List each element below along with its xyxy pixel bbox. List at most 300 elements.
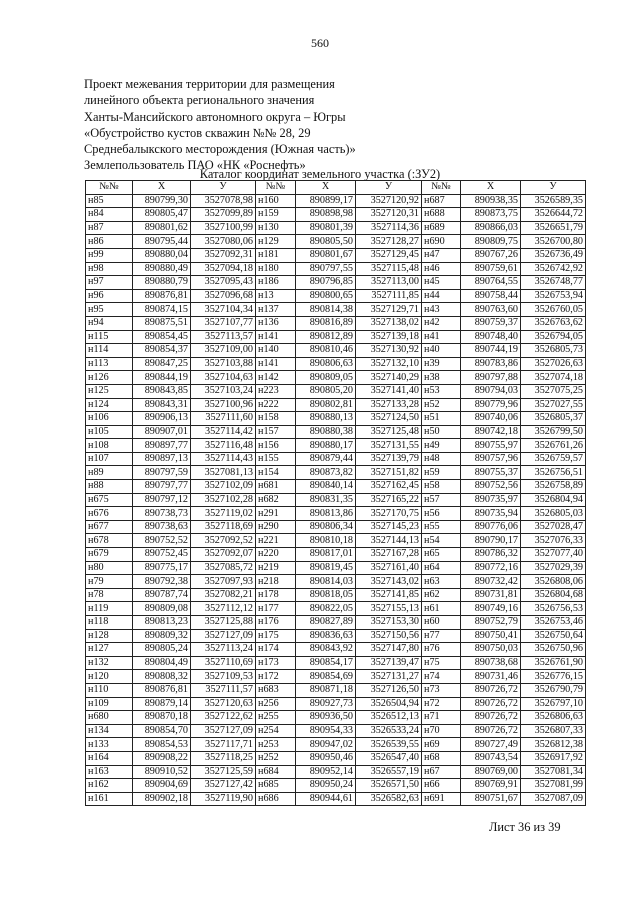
x-coordinate-cell: 890902,18 [133,792,191,806]
y-coordinate-cell: 3526533,24 [356,724,422,738]
y-coordinate-cell: 3526761,26 [521,439,586,453]
x-coordinate-cell: 890769,91 [461,779,521,793]
table-row [86,316,586,330]
table-row [86,371,586,385]
y-coordinate-cell: 3527082,21 [191,588,256,602]
point-id-cell: н89 [86,466,133,480]
x-coordinate-cell: 890879,44 [296,452,356,466]
table-row [86,262,586,276]
point-id-cell: н690 [422,235,461,249]
y-coordinate-cell: 3527141,40 [356,384,422,398]
point-id-cell: н681 [256,480,296,494]
x-coordinate-cell: 890897,77 [133,439,191,453]
y-coordinate-cell: 3527120,63 [191,697,256,711]
x-coordinate-cell: 890866,03 [461,221,521,235]
table-row [86,697,586,711]
y-coordinate-cell: 3526799,50 [521,425,586,439]
y-coordinate-cell: 3526806,63 [521,711,586,725]
point-id-cell: н43 [422,303,461,317]
x-coordinate-cell: 890819,45 [296,561,356,575]
x-coordinate-cell: 890797,59 [133,466,191,480]
point-id-cell: н159 [256,208,296,222]
point-id-cell: н85 [86,194,133,208]
x-coordinate-cell: 890759,61 [461,262,521,276]
point-id-cell: н45 [422,276,461,290]
y-coordinate-cell: 3527162,45 [356,480,422,494]
point-id-cell: н69 [422,738,461,752]
y-coordinate-cell: 3526753,94 [521,289,586,303]
x-coordinate-cell: 890854,37 [133,344,191,358]
y-coordinate-cell: 3527085,72 [191,561,256,575]
point-id-cell: н49 [422,439,461,453]
y-coordinate-cell: 3527133,28 [356,398,422,412]
point-id-cell: н125 [86,384,133,398]
point-id-cell: н39 [422,357,461,371]
point-id-cell: н133 [86,738,133,752]
x-coordinate-cell: 890802,81 [296,398,356,412]
y-coordinate-cell: 3526759,57 [521,452,586,466]
x-coordinate-cell: 890735,97 [461,493,521,507]
point-id-cell: н48 [422,452,461,466]
y-coordinate-cell: 3527100,96 [191,398,256,412]
point-id-cell: н71 [422,711,461,725]
table-row [86,683,586,697]
point-id-cell: н57 [422,493,461,507]
column-header: У [356,181,422,195]
y-coordinate-cell: 3527120,92 [356,194,422,208]
x-coordinate-cell: 890795,44 [133,235,191,249]
table-row [86,548,586,562]
table-row [86,602,586,616]
x-coordinate-cell: 890844,19 [133,371,191,385]
x-coordinate-cell: 890810,46 [296,344,356,358]
y-coordinate-cell: 3527139,18 [356,330,422,344]
point-id-cell: н114 [86,344,133,358]
y-coordinate-cell: 3527029,39 [521,561,586,575]
point-id-cell: н180 [256,262,296,276]
x-coordinate-cell: 890910,52 [133,765,191,779]
x-coordinate-cell: 890879,14 [133,697,191,711]
point-id-cell: н86 [86,235,133,249]
table-row [86,208,586,222]
y-coordinate-cell: 3527119,02 [191,507,256,521]
y-coordinate-cell: 3527087,09 [521,792,586,806]
x-coordinate-cell: 890794,03 [461,384,521,398]
x-coordinate-cell: 890742,18 [461,425,521,439]
y-coordinate-cell: 3527092,52 [191,534,256,548]
y-coordinate-cell: 3526808,06 [521,575,586,589]
x-coordinate-cell: 890801,39 [296,221,356,235]
table-row [86,520,586,534]
y-coordinate-cell: 3527092,07 [191,548,256,562]
point-id-cell: н175 [256,629,296,643]
point-id-cell: н155 [256,452,296,466]
y-coordinate-cell: 3526917,92 [521,751,586,765]
x-coordinate-cell: 890764,55 [461,276,521,290]
y-coordinate-cell: 3527103,24 [191,384,256,398]
y-coordinate-cell: 3526761,90 [521,656,586,670]
x-coordinate-cell: 890813,23 [133,616,191,630]
y-coordinate-cell: 3527096,68 [191,289,256,303]
y-coordinate-cell: 3527081,99 [521,779,586,793]
point-id-cell: н220 [256,548,296,562]
point-id-cell: н254 [256,724,296,738]
x-coordinate-cell: 890797,88 [461,371,521,385]
point-id-cell: н162 [86,779,133,793]
point-id-cell: н75 [422,656,461,670]
point-id-cell: н675 [86,493,133,507]
y-coordinate-cell: 3527100,99 [191,221,256,235]
point-id-cell: н126 [86,371,133,385]
table-row [86,398,586,412]
y-coordinate-cell: 3527102,09 [191,480,256,494]
point-id-cell: н120 [86,670,133,684]
point-id-cell: н689 [422,221,461,235]
x-coordinate-cell: 890797,77 [133,480,191,494]
point-id-cell: н682 [256,493,296,507]
x-coordinate-cell: 890743,54 [461,751,521,765]
y-coordinate-cell: 3526644,72 [521,208,586,222]
table-row [86,303,586,317]
point-id-cell: н78 [86,588,133,602]
y-coordinate-cell: 3527145,23 [356,520,422,534]
table-row [86,738,586,752]
x-coordinate-cell: 890808,32 [133,670,191,684]
x-coordinate-cell: 890854,69 [296,670,356,684]
y-coordinate-cell: 3527099,89 [191,208,256,222]
point-id-cell: н73 [422,683,461,697]
x-coordinate-cell: 890880,79 [133,276,191,290]
point-id-cell: н253 [256,738,296,752]
point-id-cell: н113 [86,357,133,371]
y-coordinate-cell: 3526760,05 [521,303,586,317]
point-id-cell: н62 [422,588,461,602]
x-coordinate-cell: 890810,18 [296,534,356,548]
x-coordinate-cell: 890726,72 [461,724,521,738]
point-id-cell: н58 [422,480,461,494]
y-coordinate-cell: 3527114,36 [356,221,422,235]
x-coordinate-cell: 890827,89 [296,616,356,630]
column-header: X [133,181,191,195]
x-coordinate-cell: 890796,85 [296,276,356,290]
x-coordinate-cell: 890950,46 [296,751,356,765]
point-id-cell: н124 [86,398,133,412]
point-id-cell: н218 [256,575,296,589]
y-coordinate-cell: 3526651,79 [521,221,586,235]
y-coordinate-cell: 3526794,05 [521,330,586,344]
table-row [86,384,586,398]
point-id-cell: н134 [86,724,133,738]
x-coordinate-cell: 890950,24 [296,779,356,793]
y-coordinate-cell: 3527125,59 [191,765,256,779]
point-id-cell: н141 [256,330,296,344]
point-id-cell: н80 [86,561,133,575]
x-coordinate-cell: 890854,70 [133,724,191,738]
point-id-cell: н105 [86,425,133,439]
column-header: X [461,181,521,195]
y-coordinate-cell: 3527113,00 [356,276,422,290]
x-coordinate-cell: 890800,65 [296,289,356,303]
x-coordinate-cell: 890880,38 [296,425,356,439]
y-coordinate-cell: 3527147,80 [356,643,422,657]
y-coordinate-cell: 3527114,43 [191,452,256,466]
y-coordinate-cell: 3527115,48 [356,262,422,276]
x-coordinate-cell: 890744,19 [461,344,521,358]
x-coordinate-cell: 890836,63 [296,629,356,643]
y-coordinate-cell: 3527078,98 [191,194,256,208]
table-row [86,466,586,480]
x-coordinate-cell: 890776,06 [461,520,521,534]
header-line: Среднебалыкского месторождения (Южная часть)» [84,142,356,157]
point-id-cell: н51 [422,412,461,426]
point-id-cell: н186 [256,276,296,290]
point-id-cell: н141 [256,357,296,371]
table-row [86,248,586,262]
x-coordinate-cell: 890804,49 [133,656,191,670]
y-coordinate-cell: 3527127,42 [191,779,256,793]
x-coordinate-cell: 890843,85 [133,384,191,398]
y-coordinate-cell: 3526763,62 [521,316,586,330]
y-coordinate-cell: 3526748,77 [521,276,586,290]
point-id-cell: н219 [256,561,296,575]
x-coordinate-cell: 890731,81 [461,588,521,602]
point-id-cell: н158 [256,412,296,426]
y-coordinate-cell: 3527026,63 [521,357,586,371]
point-id-cell: н109 [86,697,133,711]
x-coordinate-cell: 890801,67 [296,248,356,262]
x-coordinate-cell: 890755,97 [461,439,521,453]
point-id-cell: н66 [422,779,461,793]
x-coordinate-cell: 890783,86 [461,357,521,371]
page-number: 560 [311,36,329,50]
y-coordinate-cell: 3527110,69 [191,656,256,670]
point-id-cell: н64 [422,561,461,575]
point-id-cell: н99 [86,248,133,262]
table-row [86,534,586,548]
x-coordinate-cell: 890840,14 [296,480,356,494]
y-coordinate-cell: 3526742,92 [521,262,586,276]
y-coordinate-cell: 3527125,48 [356,425,422,439]
point-id-cell: н177 [256,602,296,616]
point-id-cell: н163 [86,765,133,779]
point-id-cell: н680 [86,711,133,725]
y-coordinate-cell: 3526807,33 [521,724,586,738]
y-coordinate-cell: 3527120,31 [356,208,422,222]
table-row [86,575,586,589]
point-id-cell: н13 [256,289,296,303]
x-coordinate-cell: 890726,72 [461,683,521,697]
point-id-cell: н63 [422,575,461,589]
x-coordinate-cell: 890750,41 [461,629,521,643]
point-id-cell: н128 [86,629,133,643]
y-coordinate-cell: 3527114,42 [191,425,256,439]
x-coordinate-cell: 890755,37 [461,466,521,480]
point-id-cell: н110 [86,683,133,697]
y-coordinate-cell: 3527130,92 [356,344,422,358]
x-coordinate-cell: 890749,16 [461,602,521,616]
x-coordinate-cell: 890952,14 [296,765,356,779]
x-coordinate-cell: 890817,01 [296,548,356,562]
table-row [86,493,586,507]
point-id-cell: н67 [422,765,461,779]
x-coordinate-cell: 890875,51 [133,316,191,330]
table-row [86,276,586,290]
x-coordinate-cell: 890799,30 [133,194,191,208]
table-row [86,452,586,466]
point-id-cell: н176 [256,616,296,630]
y-coordinate-cell: 3527155,13 [356,602,422,616]
table-row [86,588,586,602]
y-coordinate-cell: 3527150,56 [356,629,422,643]
point-id-cell: н41 [422,330,461,344]
x-coordinate-cell: 890757,96 [461,452,521,466]
point-id-cell: н290 [256,520,296,534]
x-coordinate-cell: 890822,05 [296,602,356,616]
point-id-cell: н136 [256,316,296,330]
column-header: №№ [86,181,133,195]
y-coordinate-cell: 3526812,38 [521,738,586,752]
x-coordinate-cell: 890876,81 [133,289,191,303]
point-id-cell: н56 [422,507,461,521]
y-coordinate-cell: 3526539,55 [356,738,422,752]
point-id-cell: н46 [422,262,461,276]
x-coordinate-cell: 890758,44 [461,289,521,303]
point-id-cell: н61 [422,602,461,616]
y-coordinate-cell: 3527141,85 [356,588,422,602]
y-coordinate-cell: 3527080,06 [191,235,256,249]
table-row [86,711,586,725]
y-coordinate-cell: 3527094,18 [191,262,256,276]
header-line: Проект межевания территории для размещения [84,77,335,91]
x-coordinate-cell: 890906,13 [133,412,191,426]
x-coordinate-cell: 890908,22 [133,751,191,765]
y-coordinate-cell: 3527104,34 [191,303,256,317]
table-row [86,765,586,779]
point-id-cell: н142 [256,371,296,385]
x-coordinate-cell: 890775,17 [133,561,191,575]
x-coordinate-cell: 890873,75 [461,208,521,222]
point-id-cell: н95 [86,303,133,317]
x-coordinate-cell: 890847,25 [133,357,191,371]
x-coordinate-cell: 890814,03 [296,575,356,589]
y-coordinate-cell: 3527153,30 [356,616,422,630]
point-id-cell: н88 [86,480,133,494]
y-coordinate-cell: 3527074,18 [521,371,586,385]
y-coordinate-cell: 3527076,33 [521,534,586,548]
point-id-cell: н76 [422,643,461,657]
x-coordinate-cell: 890738,63 [133,520,191,534]
table-row [86,656,586,670]
y-coordinate-cell: 3527116,48 [191,439,256,453]
x-coordinate-cell: 890763,60 [461,303,521,317]
x-coordinate-cell: 890944,61 [296,792,356,806]
column-header: X [296,181,356,195]
table-row [86,643,586,657]
y-coordinate-cell: 3527132,10 [356,357,422,371]
x-coordinate-cell: 890936,50 [296,711,356,725]
y-coordinate-cell: 3526750,96 [521,643,586,657]
y-coordinate-cell: 3527118,69 [191,520,256,534]
point-id-cell: н52 [422,398,461,412]
x-coordinate-cell: 890752,45 [133,548,191,562]
x-coordinate-cell: 890947,02 [296,738,356,752]
y-coordinate-cell: 3526756,53 [521,602,586,616]
y-coordinate-cell: 3527027,55 [521,398,586,412]
point-id-cell: н70 [422,724,461,738]
point-id-cell: н53 [422,384,461,398]
column-header: №№ [422,181,461,195]
y-coordinate-cell: 3527122,62 [191,711,256,725]
point-id-cell: н96 [86,289,133,303]
table-row [86,194,586,208]
point-id-cell: н686 [256,792,296,806]
y-coordinate-cell: 3527126,50 [356,683,422,697]
x-coordinate-cell: 890818,05 [296,588,356,602]
point-id-cell: н130 [256,221,296,235]
point-id-cell: н115 [86,330,133,344]
y-coordinate-cell: 3527129,71 [356,303,422,317]
table-row [86,792,586,806]
x-coordinate-cell: 890769,00 [461,765,521,779]
table-row [86,344,586,358]
x-coordinate-cell: 890805,20 [296,384,356,398]
x-coordinate-cell: 890854,45 [133,330,191,344]
y-coordinate-cell: 3527112,12 [191,602,256,616]
y-coordinate-cell: 3527161,40 [356,561,422,575]
x-coordinate-cell: 890876,81 [133,683,191,697]
point-id-cell: н222 [256,398,296,412]
y-coordinate-cell: 3527143,02 [356,575,422,589]
x-coordinate-cell: 890726,72 [461,697,521,711]
y-coordinate-cell: 3526753,46 [521,616,586,630]
column-header: У [191,181,256,195]
point-id-cell: н59 [422,466,461,480]
point-id-cell: н129 [256,235,296,249]
y-coordinate-cell: 3526512,13 [356,711,422,725]
header-line: «Обустройство кустов скважин №№ 28, 29 [84,125,311,140]
table-row [86,412,586,426]
x-coordinate-cell: 890880,17 [296,439,356,453]
y-coordinate-cell: 3527118,25 [191,751,256,765]
table-row [86,779,586,793]
point-id-cell: н47 [422,248,461,262]
y-coordinate-cell: 3527151,82 [356,466,422,480]
point-id-cell: н679 [86,548,133,562]
point-id-cell: н685 [256,779,296,793]
x-coordinate-cell: 890751,67 [461,792,521,806]
point-id-cell: н68 [422,751,461,765]
point-id-cell: н106 [86,412,133,426]
x-coordinate-cell: 890797,12 [133,493,191,507]
y-coordinate-cell: 3526790,79 [521,683,586,697]
y-coordinate-cell: 3526797,10 [521,697,586,711]
table-row [86,221,586,235]
y-coordinate-cell: 3526805,73 [521,344,586,358]
point-id-cell: н127 [86,643,133,657]
x-coordinate-cell: 890750,03 [461,643,521,657]
y-coordinate-cell: 3527113,57 [191,330,256,344]
point-id-cell: н40 [422,344,461,358]
point-id-cell: н119 [86,602,133,616]
coordinates-table [85,180,586,806]
y-coordinate-cell: 3527139,79 [356,452,422,466]
x-coordinate-cell: 890786,32 [461,548,521,562]
y-coordinate-cell: 3527127,09 [191,629,256,643]
x-coordinate-cell: 890740,06 [461,412,521,426]
x-coordinate-cell: 890831,35 [296,493,356,507]
point-id-cell: н118 [86,616,133,630]
x-coordinate-cell: 890927,73 [296,697,356,711]
